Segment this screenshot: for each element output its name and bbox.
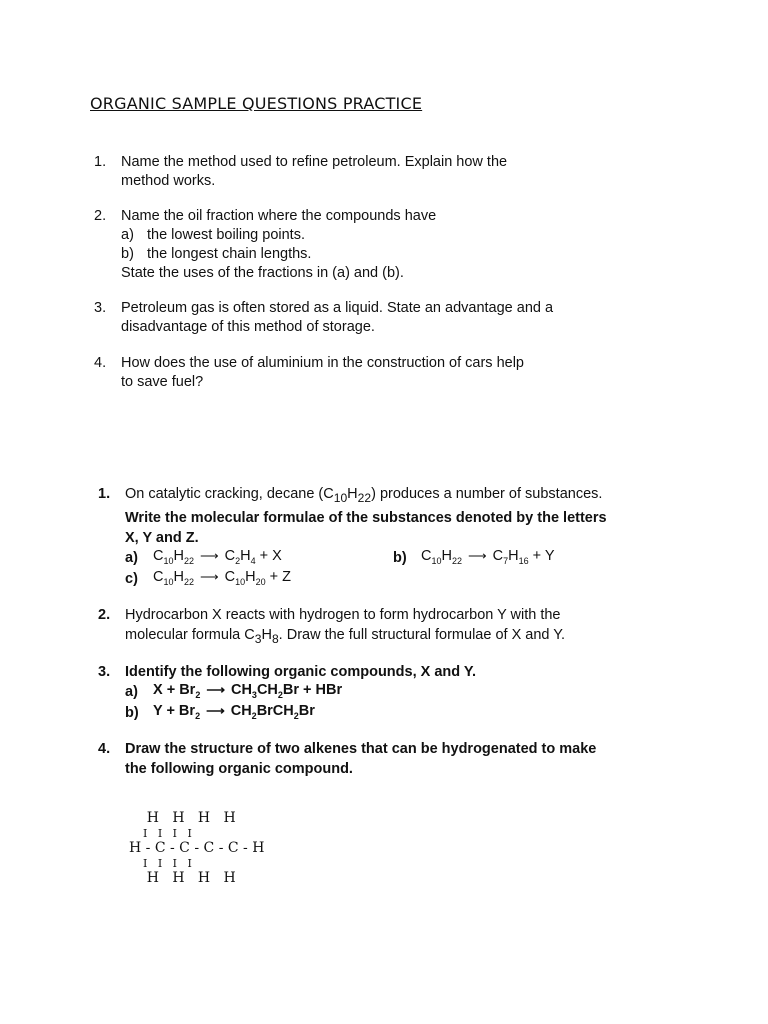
question-section-1 bbox=[94, 153, 614, 392]
sub-label: b) bbox=[393, 550, 407, 567]
sub-label: a) bbox=[125, 550, 138, 567]
equation-row bbox=[125, 703, 638, 724]
equation-a: $C_{10}H_{22}$ ⟶ $C_2H_4 + X$ bbox=[153, 547, 282, 566]
question-1 bbox=[98, 484, 638, 590]
question-2 bbox=[94, 207, 614, 283]
equation-row bbox=[125, 548, 638, 569]
formula-row: H - C - C - C - C - H bbox=[129, 840, 265, 856]
sub-label: a) bbox=[121, 227, 134, 243]
question-text: Name the oil fraction where the compounds have bbox=[121, 208, 437, 224]
sub-label: b) bbox=[121, 246, 134, 262]
arrow-icon: ⟶ bbox=[206, 681, 225, 697]
text-part: H bbox=[347, 486, 358, 502]
sub-label: c) bbox=[125, 571, 138, 588]
question-text: X, Y and Z. bbox=[125, 529, 199, 546]
question-text: disadvantage of this method of storage. bbox=[121, 319, 375, 335]
arrow-icon: ⟶ bbox=[206, 702, 225, 718]
question-text: method works. bbox=[121, 173, 216, 189]
formula-bonds: I I I I bbox=[129, 857, 192, 870]
question-text: Draw the structure of two alkenes that can be hydrogenated to make bbox=[125, 740, 597, 757]
equation-b: $C_{10}H_{22}$ ⟶ $C_7H_{16} + Y$ bbox=[421, 547, 555, 566]
question-text: State the uses of the fractions in (a) and (b). bbox=[121, 265, 404, 281]
question-number: 2. bbox=[98, 606, 111, 623]
subscript: 22 bbox=[357, 490, 372, 505]
question-number: 3. bbox=[94, 300, 107, 316]
question-number: 4. bbox=[94, 355, 107, 371]
question-number: 2. bbox=[94, 208, 107, 224]
text-part: On catalytic cracking, decane (C bbox=[125, 486, 334, 502]
equation-a: $X + Br_2$ ⟶ $CH_3CH_2Br$ + HBr bbox=[153, 681, 343, 700]
formula-row: H H H H bbox=[129, 810, 236, 826]
subscript: 10 bbox=[333, 490, 348, 505]
question-text: Identify the following organic compounds, X and Y. bbox=[125, 663, 476, 680]
question-number: 3. bbox=[98, 663, 111, 680]
question-text bbox=[125, 484, 638, 508]
arrow-icon: ⟶ bbox=[200, 547, 219, 563]
text-part: H bbox=[261, 626, 272, 643]
sub-question-a bbox=[121, 226, 614, 245]
question-text: How does the use of aluminium in the construction of cars help bbox=[121, 355, 524, 371]
sub-question-b bbox=[121, 245, 614, 264]
question-1 bbox=[94, 153, 614, 191]
question-section-2 bbox=[98, 484, 638, 779]
question-text: Write the molecular formulae of the substances denoted by the letters bbox=[125, 509, 607, 526]
subscript: 8 bbox=[271, 631, 279, 646]
arrow-icon: ⟶ bbox=[468, 547, 487, 563]
sub-label: b) bbox=[125, 705, 139, 722]
text-part: . Draw the full structural formulae of X and Y. bbox=[278, 626, 566, 643]
question-3 bbox=[94, 299, 614, 337]
text-part: ) produces a number of substances. bbox=[371, 486, 603, 502]
question-2 bbox=[98, 605, 638, 649]
equation-row bbox=[125, 569, 638, 590]
sub-text: the lowest boiling points. bbox=[147, 227, 305, 243]
subscript: 3 bbox=[254, 631, 262, 646]
question-text: Petroleum gas is often stored as a liquid. State an advantage and a bbox=[121, 300, 554, 316]
question-text bbox=[125, 625, 638, 649]
question-number: 1. bbox=[98, 486, 111, 502]
question-text: to save fuel? bbox=[121, 374, 204, 390]
sub-text: the longest chain lengths. bbox=[147, 246, 312, 262]
question-text: Hydrocarbon X reacts with hydrogen to form hydrocarbon Y with the bbox=[125, 606, 561, 623]
question-text: Name the method used to refine petroleum. Explain how the bbox=[121, 154, 508, 170]
formula-row: H H H H bbox=[129, 870, 236, 886]
equation-row bbox=[125, 682, 638, 703]
text-part: molecular formula C bbox=[125, 626, 255, 643]
question-3 bbox=[98, 662, 638, 724]
equation-b: $Y + Br_2$ ⟶ $CH_2BrCH_2Br$ bbox=[153, 702, 315, 721]
page-title: ORGANIC SAMPLE QUESTIONS PRACTICE bbox=[90, 94, 423, 113]
formula-bonds: I I I I bbox=[129, 827, 192, 840]
question-number: 4. bbox=[98, 740, 111, 757]
question-4 bbox=[98, 739, 638, 779]
arrow-icon: ⟶ bbox=[200, 568, 219, 584]
sub-label: a) bbox=[125, 684, 138, 701]
question-text: the following organic compound. bbox=[125, 760, 353, 777]
question-4 bbox=[94, 354, 614, 392]
structural-formula bbox=[129, 810, 264, 888]
question-number: 1. bbox=[94, 154, 107, 170]
equation-c: $C_{10}H_{22}$ ⟶ $C_{10}H_{20} + Z$ bbox=[153, 568, 292, 587]
